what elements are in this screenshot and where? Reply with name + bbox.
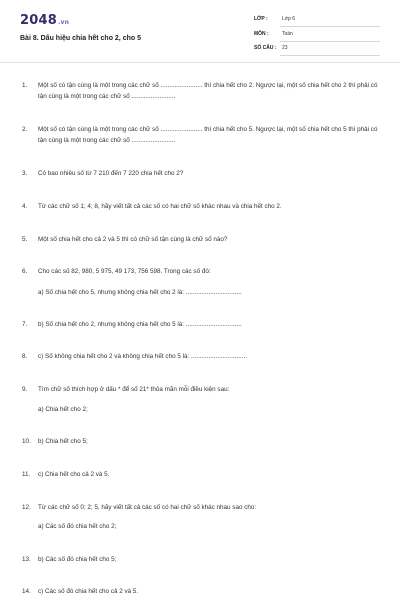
question-text: b) Chia hết cho 5; bbox=[38, 438, 88, 445]
question-number: 13. bbox=[22, 556, 31, 563]
question-subpart: a) Số chia hết cho 5, nhưng không chia hết cho 2 là: ................................ bbox=[38, 289, 242, 296]
question-subpart: a) Các số đó chia hết cho 2; bbox=[38, 523, 117, 530]
question-text: Cho các số 82, 980, 5 975, 49 173, 756 598. Trong các số đó: bbox=[38, 268, 211, 275]
question-text: c) Chia hết cho cả 2 và 5. bbox=[38, 471, 110, 478]
question-text: b) Số chia hết cho 2, nhưng không chia hết cho 5 là: ................................ bbox=[38, 321, 242, 328]
question-text: Từ các chữ số 0; 2; 5, hãy viết tất cả các số có hai chữ số khác nhau sao cho: bbox=[38, 504, 257, 511]
worksheet-header bbox=[0, 0, 400, 60]
question-number: 1. bbox=[22, 82, 28, 89]
question-number: 6. bbox=[22, 268, 28, 275]
question-text: Từ các chữ số 1; 4; 8, hãy viết tất cả các số có hai chữ số khác nhau và chia hết cho 2. bbox=[38, 203, 282, 210]
question-number: 4. bbox=[22, 203, 28, 210]
question-number: 7. bbox=[22, 321, 28, 328]
meta-count-label: SỐ CÂU : bbox=[254, 45, 277, 51]
meta-count-value: 23 bbox=[282, 45, 288, 51]
question-number: 3. bbox=[22, 170, 28, 177]
meta-class-label: LỚP : bbox=[254, 16, 268, 22]
question-number: 9. bbox=[22, 386, 28, 393]
meta-divider bbox=[280, 41, 380, 42]
meta-class bbox=[254, 14, 380, 28]
logo-suffix: .vn bbox=[57, 19, 70, 26]
logo-text: 2048 bbox=[20, 13, 57, 28]
question-text: c) Số không chia hết cho 2 và không chia hết cho 5 là: ................................ bbox=[38, 353, 247, 360]
meta-divider bbox=[280, 55, 380, 56]
question-number: 2. bbox=[22, 126, 28, 133]
meta-class-value: Lớp 6 bbox=[282, 16, 296, 22]
meta-subject bbox=[254, 29, 380, 43]
meta-divider bbox=[280, 26, 380, 27]
question-number: 10. bbox=[22, 438, 31, 445]
logo[interactable] bbox=[20, 13, 69, 28]
meta-count bbox=[254, 43, 380, 57]
question-text: Một số có tận cùng là một trong các chữ số ........................ thì chia hết cho 2. Ngược lại, một số chia hết cho 2 thì phải có tận cùng là một trong các chữ số ......................... bbox=[38, 82, 378, 100]
question-number: 5. bbox=[22, 236, 28, 243]
meta-subject-label: MÔN : bbox=[254, 31, 269, 37]
question-text: Tìm chữ số thích hợp ở dấu * để số 21* thỏa mãn mỗi điều kiện sau: bbox=[38, 386, 230, 393]
question-subpart: a) Chia hết cho 2; bbox=[38, 406, 88, 413]
header-divider bbox=[0, 62, 400, 63]
question-number: 12. bbox=[22, 504, 31, 511]
question-text: Một số có tận cùng là một trong các chữ số ........................ thì chia hết cho 5. Ngược lại, một số chia hết cho 5 thì phải có tận cùng là một trong các chữ số ......................... bbox=[38, 126, 378, 144]
question-text: Có bao nhiêu số từ 7 210 đến 7 220 chia hết cho 2? bbox=[38, 170, 184, 177]
question-number: 11. bbox=[22, 471, 31, 478]
question-number: 8. bbox=[22, 353, 28, 360]
question-number: 14. bbox=[22, 588, 31, 595]
question-text: Một số chia hết cho cả 2 và 5 thì có chữ số tận cùng là chữ số nào? bbox=[38, 236, 228, 243]
question-text: c) Các số đó chia hết cho cả 2 và 5. bbox=[38, 588, 139, 595]
question-text: b) Các số đó chia hết cho 5; bbox=[38, 556, 117, 563]
meta-subject-value: Toán bbox=[282, 31, 293, 37]
page-title: Bài 8. Dấu hiệu chia hết cho 2, cho 5 bbox=[20, 35, 141, 42]
